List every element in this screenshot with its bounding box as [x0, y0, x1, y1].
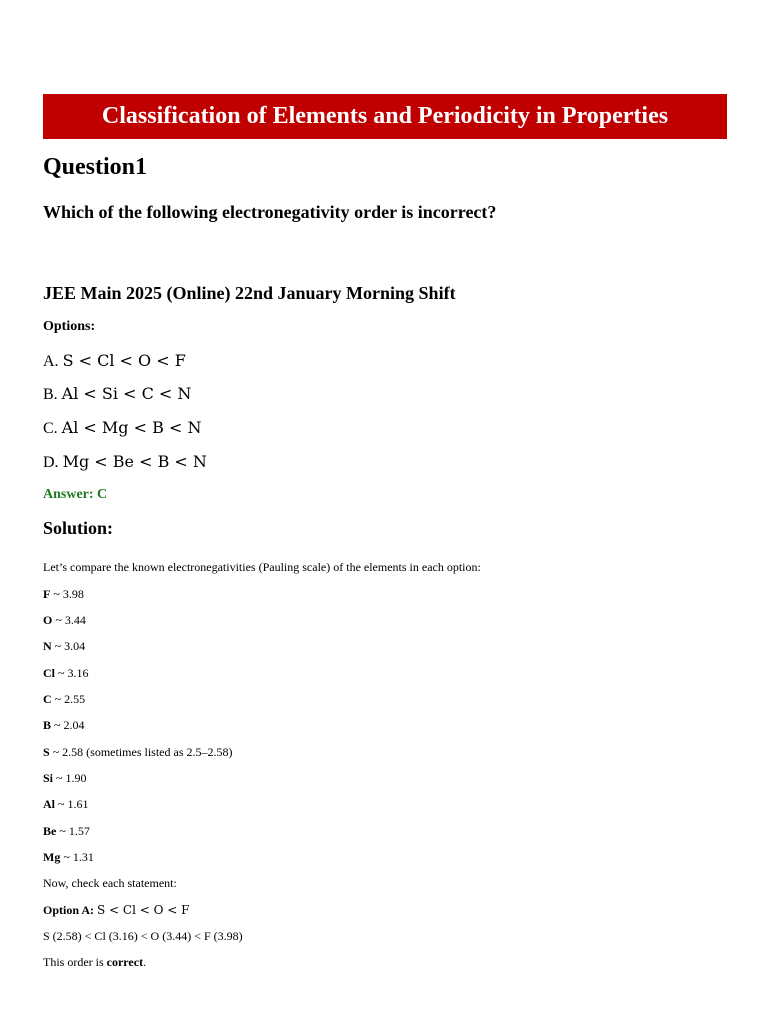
value-row [43, 666, 89, 681]
option-a-label: A. [43, 353, 59, 370]
option-a [43, 351, 186, 371]
element-value: ~ 2.55 [54, 692, 86, 706]
conclusion-bold: correct [106, 955, 144, 969]
element-symbol: F [43, 587, 51, 601]
option-a-check-expr: S < Cl < O < F [97, 903, 190, 917]
option-d [43, 452, 207, 472]
answer: Answer: C [43, 487, 108, 502]
value-row [43, 613, 86, 628]
options-label: Options: [43, 319, 96, 334]
option-b-text: Al < Si < C < N [61, 384, 192, 403]
solution-intro: Let’s compare the known electronegativities (Pauling scale) of the elements in each option: [43, 560, 481, 574]
option-c [43, 418, 201, 438]
option-d-label: D. [43, 454, 59, 471]
element-symbol: Cl [43, 666, 55, 680]
option-c-text: Al < Mg < B < N [61, 418, 202, 437]
value-row [43, 771, 87, 786]
conclusion [43, 955, 146, 970]
element-symbol: S [43, 745, 50, 759]
value-row [43, 718, 85, 733]
option-a-values: S (2.58) < Cl (3.16) < O (3.44) < F (3.98) [43, 929, 243, 943]
element-symbol: O [43, 613, 53, 627]
element-symbol: Be [43, 824, 57, 838]
chapter-title: Classification of Elements and Periodicity in Properties [101, 103, 669, 129]
value-row [43, 745, 233, 760]
solution-title: Solution: [43, 518, 114, 538]
value-row [43, 850, 94, 865]
chapter-title-banner [43, 94, 727, 139]
value-row [43, 587, 84, 602]
element-value: ~ 2.58 (sometimes listed as 2.5–2.58) [52, 745, 233, 759]
option-a-check-label: Option A: [43, 903, 95, 917]
element-value: ~ 3.04 [54, 639, 86, 653]
element-value: ~ 1.31 [63, 850, 94, 864]
check-statement: Now, check each statement: [43, 876, 177, 890]
value-row [43, 692, 85, 707]
element-value: ~ 1.61 [58, 797, 89, 811]
option-c-label: C. [43, 420, 58, 437]
element-value: ~ 1.57 [59, 824, 90, 838]
option-d-text: Mg < Be < B < N [62, 452, 207, 471]
exam-source: JEE Main 2025 (Online) 22nd January Morning Shift [43, 283, 456, 303]
value-row [43, 639, 85, 654]
option-a-text: S < Cl < O < F [62, 351, 186, 370]
element-symbol: C [43, 692, 52, 706]
element-symbol: N [43, 639, 52, 653]
element-value: ~ 1.90 [56, 771, 87, 785]
option-a-check [43, 903, 189, 918]
element-symbol: Si [43, 771, 54, 785]
element-symbol: B [43, 718, 52, 732]
value-row [43, 797, 89, 812]
option-b-label: B. [43, 386, 58, 403]
question-text: Which of the following electronegativity order is incorrect? [43, 202, 497, 222]
element-symbol: Mg [43, 850, 61, 864]
conclusion-prefix: This order is [43, 955, 107, 969]
question-title: Question1 [43, 154, 148, 180]
conclusion-suffix: . [143, 955, 147, 969]
element-value: ~ 2.04 [54, 718, 85, 732]
element-value: ~ 3.44 [55, 613, 86, 627]
element-value: ~ 3.16 [58, 666, 89, 680]
element-symbol: Al [43, 797, 55, 811]
element-value: ~ 3.98 [53, 587, 84, 601]
option-b [43, 384, 191, 404]
value-row [43, 824, 90, 839]
